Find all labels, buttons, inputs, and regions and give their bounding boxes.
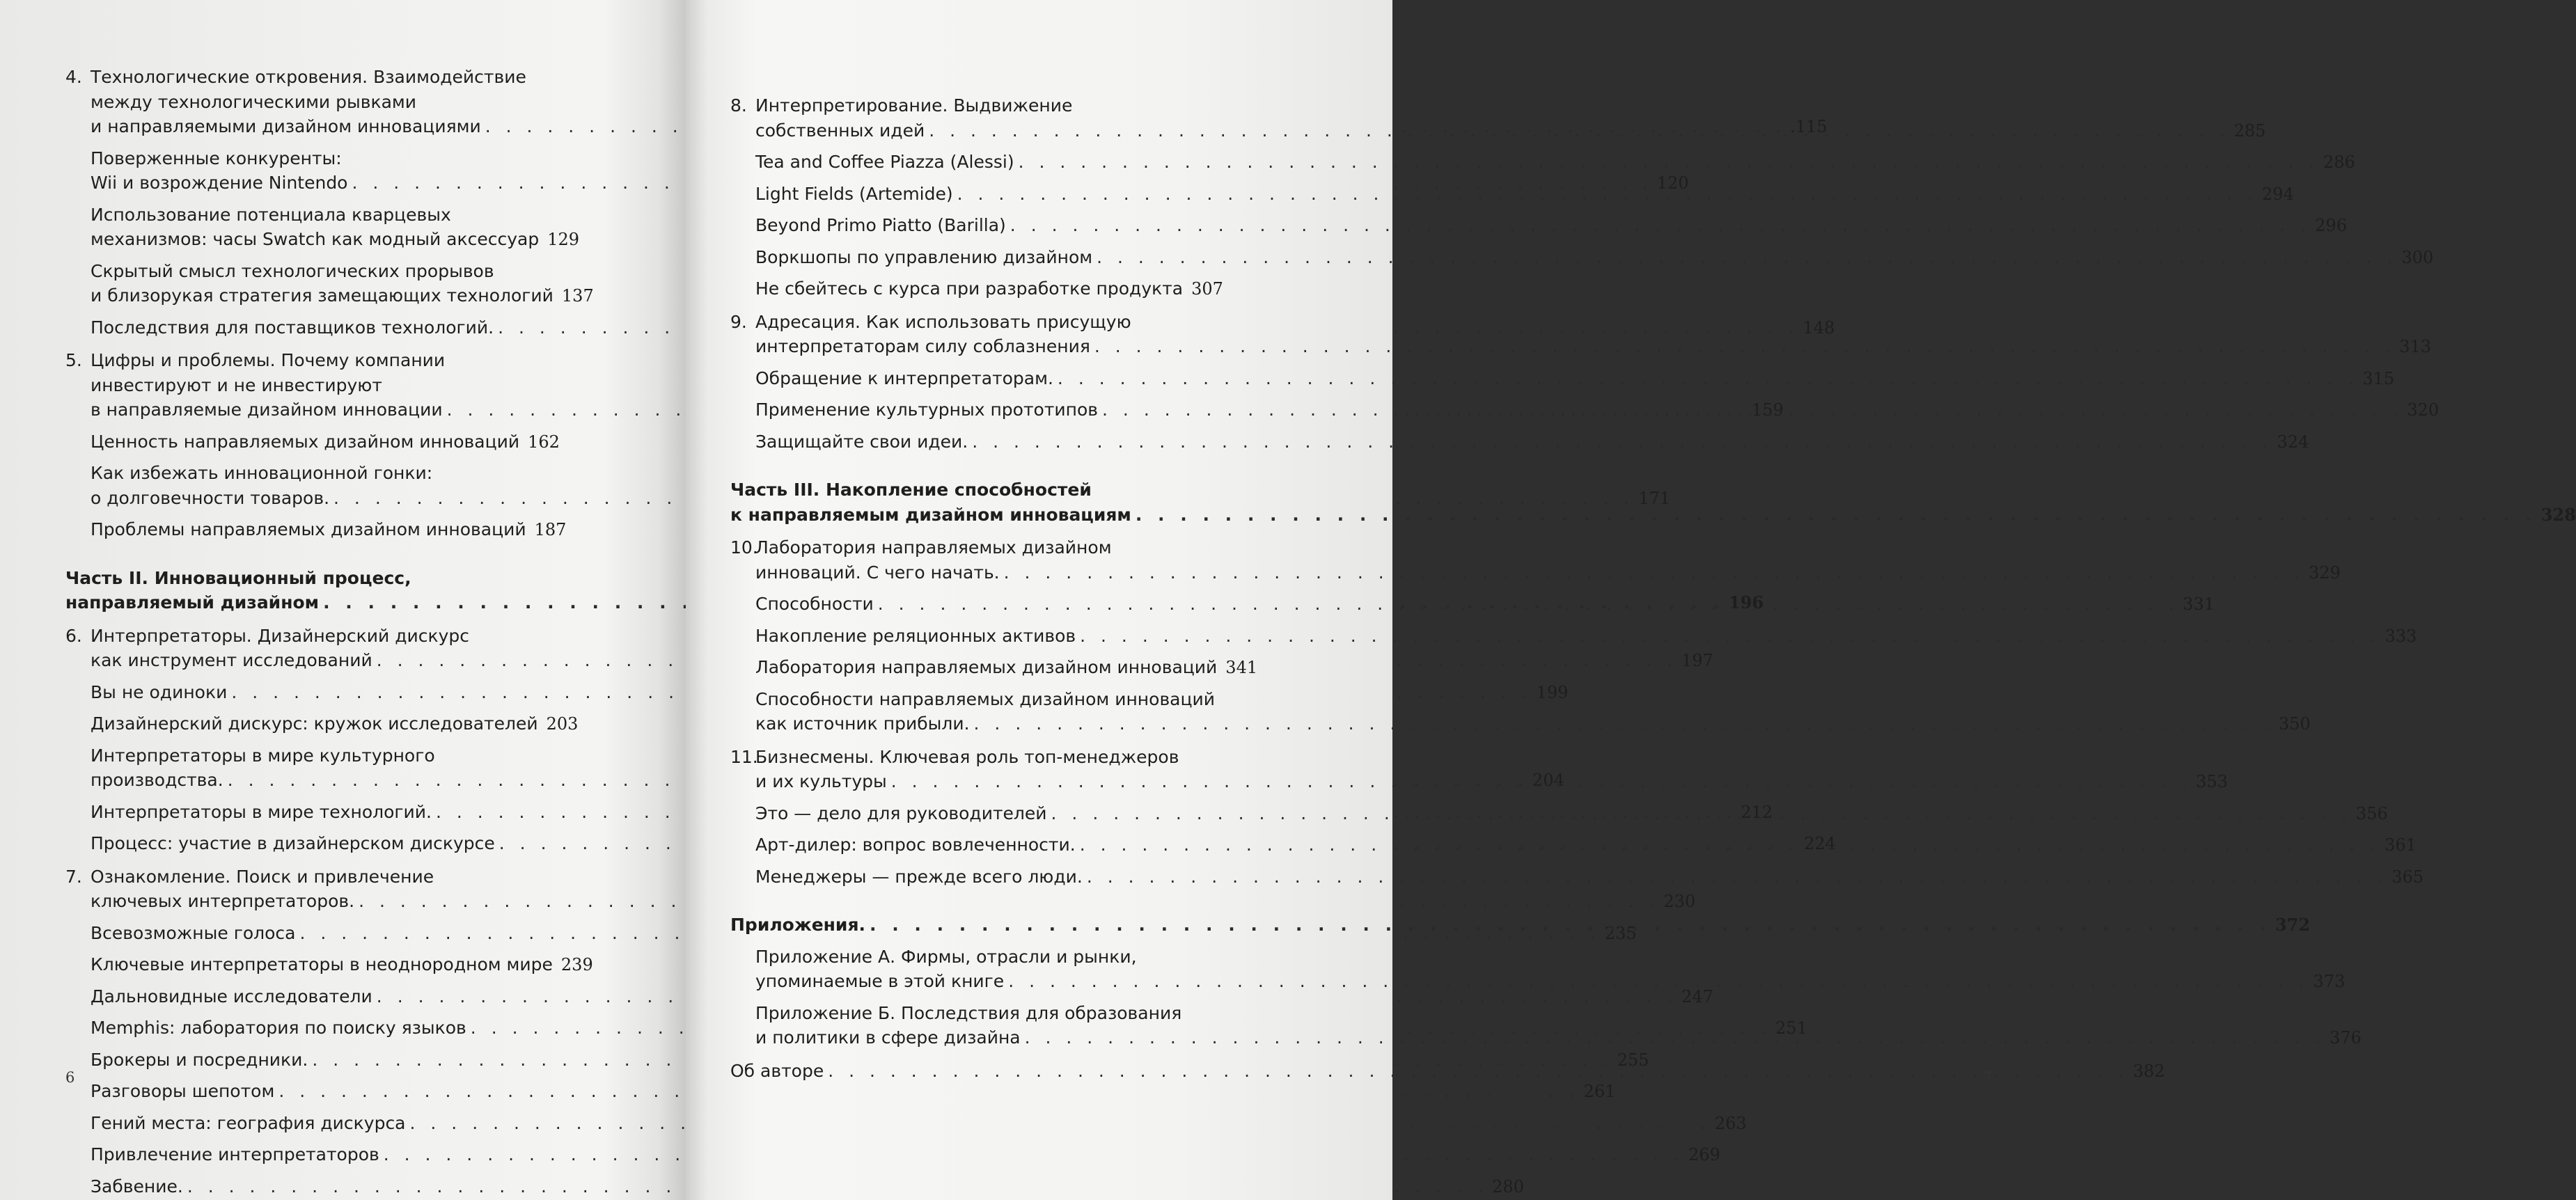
toc-section-text: Обращение к интерпретаторам. bbox=[755, 368, 1053, 388]
page-ref: 196 bbox=[1729, 592, 1764, 613]
toc-section-text: механизмов: часы Swatch как модный аксессуар bbox=[91, 229, 540, 249]
toc-section-text: Арт-дилер: вопрос вовлеченности. bbox=[755, 835, 1076, 855]
page-ref: 224 bbox=[1804, 834, 1836, 853]
toc-section-text: Как избежать инновационной гонки: bbox=[91, 463, 433, 483]
toc-section-line bbox=[730, 865, 2424, 890]
chapter-title-text: между технологическими рывками bbox=[91, 91, 416, 112]
page-ref: 286 bbox=[2323, 152, 2355, 172]
toc-section-line bbox=[730, 655, 1258, 680]
toc-section-text: Дальновидные исследователи bbox=[91, 986, 372, 1006]
chapter-title-text: Ознакомление. Поиск и привлечение bbox=[91, 866, 434, 887]
toc-section-text: Разговоры шепотом bbox=[91, 1081, 275, 1101]
page-ref: 162 bbox=[528, 432, 560, 452]
page-ref: 365 bbox=[2392, 867, 2424, 887]
page-ref: 187 bbox=[534, 520, 567, 539]
toc-section-text: Способности направляемых дизайном инноваций bbox=[755, 688, 1216, 709]
toc-section-text: и близорукая стратегия замещающих технологий bbox=[91, 285, 553, 306]
toc-section-line bbox=[65, 1111, 1747, 1136]
chapter-title-text: Лаборатория направляемых дизайном bbox=[755, 537, 1112, 558]
toc-section-text: Интерпретаторы в мире технологий. bbox=[91, 801, 432, 822]
chapter-title-line bbox=[730, 93, 1214, 118]
toc-section-text: Beyond Primo Piatto (Barilla) bbox=[755, 215, 1006, 235]
chapter-number: 6. bbox=[65, 625, 82, 646]
dot-leader bbox=[1058, 366, 2358, 391]
toc-section-text: Light Fields (Artemide) bbox=[755, 183, 953, 204]
page-ref: 300 bbox=[2401, 247, 2434, 267]
toc-section-text: Защищайте свои идеи. bbox=[755, 431, 968, 452]
dot-leader bbox=[1008, 969, 2309, 994]
page-ref: 263 bbox=[1714, 1113, 1747, 1133]
chapter-title-text: ключевых интерпретаторов. bbox=[91, 891, 355, 911]
chapter-title-text: инноваций. С чего начать. bbox=[755, 562, 1000, 583]
toc-section-line bbox=[730, 150, 2355, 175]
dot-leader bbox=[1094, 334, 2395, 359]
chapter-title-text: Интерпретаторы. Дизайнерский дискурс bbox=[91, 625, 470, 646]
toc-section-text: Привлечение интерпретаторов bbox=[91, 1144, 379, 1165]
about-author-text: Об авторе bbox=[730, 1060, 824, 1081]
toc-section-line bbox=[65, 952, 593, 977]
toc-section-text: Менеджеры — прежде всего люди. bbox=[755, 866, 1083, 887]
page-ref: 356 bbox=[2355, 803, 2388, 823]
dot-leader bbox=[828, 1059, 2128, 1084]
toc-section-line bbox=[65, 1174, 1524, 1199]
page-ref: 204 bbox=[1532, 771, 1564, 790]
dot-leader bbox=[1102, 397, 2403, 423]
page-ref: 269 bbox=[1688, 1145, 1720, 1165]
toc-section-text: Процесс: участие в дизайнерском дискурсе bbox=[91, 833, 495, 853]
part-heading-text: Часть II. Инновационный процесс, bbox=[65, 567, 411, 588]
toc-section-text: Всевозможные голоса bbox=[91, 922, 296, 943]
toc-section-line bbox=[730, 366, 2395, 391]
chapter-title-text: и их культуры bbox=[755, 771, 887, 791]
toc-section-text: Забвение. bbox=[91, 1176, 183, 1197]
toc-section-text: Гений места: география дискурса bbox=[91, 1112, 406, 1133]
toc-section-text: Memphis: лаборатория по поиску языков bbox=[91, 1018, 466, 1038]
toc-section-line bbox=[65, 146, 546, 171]
chapter-number: 7. bbox=[65, 866, 82, 887]
toc-section-line bbox=[730, 711, 2311, 736]
page-ref: 313 bbox=[2399, 337, 2432, 356]
chapter-title-line bbox=[65, 348, 546, 373]
toc-section-line bbox=[65, 743, 546, 768]
dot-leader bbox=[1087, 865, 2387, 890]
page-ref: 320 bbox=[2407, 400, 2440, 420]
toc-section-text: Не сбейтесь с курса при разработке продукта bbox=[755, 278, 1184, 299]
toc-section-text: Ключевые интерпретаторы в неоднородном мире bbox=[91, 954, 553, 974]
page-ref: 376 bbox=[2329, 1028, 2362, 1048]
toc-section-text: Дизайнерский дискурс: кружок исследователей bbox=[91, 713, 538, 734]
chapter-title-line bbox=[730, 310, 1214, 335]
page-ref: 341 bbox=[1225, 658, 1258, 677]
toc-section-line bbox=[65, 517, 567, 542]
page-ref: 382 bbox=[2133, 1061, 2165, 1081]
chapter-title-text: в направляемые дизайном инновации bbox=[91, 400, 443, 420]
page-ref: 328 bbox=[2540, 504, 2576, 525]
toc-section-line bbox=[65, 227, 580, 252]
part-heading-line bbox=[730, 503, 2576, 528]
chapter-title-text: Цифры и проблемы. Почему компании bbox=[91, 350, 446, 370]
page-ref: 373 bbox=[2313, 972, 2346, 991]
toc-section-text: Скрытый смысл технологических прорывов bbox=[91, 260, 494, 281]
toc-section-line bbox=[730, 687, 1214, 712]
page-ref: 212 bbox=[1741, 802, 1773, 822]
page-ref: 331 bbox=[2183, 594, 2215, 614]
toc-section-line bbox=[730, 276, 1223, 301]
dot-leader bbox=[1010, 213, 2311, 238]
page-ref: 239 bbox=[560, 955, 593, 974]
page-ref: .115 bbox=[1790, 117, 1828, 136]
page-ref: 230 bbox=[1663, 892, 1696, 911]
dot-leader bbox=[1051, 801, 2352, 826]
page-number-left: 6 bbox=[65, 1069, 75, 1086]
chapter-title-line bbox=[65, 65, 546, 90]
toc-section-line bbox=[65, 429, 560, 455]
toc-section-line bbox=[65, 1142, 1720, 1167]
dot-leader bbox=[891, 769, 2192, 794]
page-ref: 353 bbox=[2196, 772, 2228, 791]
chapter-title-text: интерпретаторам силу соблазнения bbox=[755, 336, 1090, 356]
dot-leader bbox=[1019, 150, 2319, 175]
toc-section-text: Воркшопы по управлению дизайном bbox=[755, 246, 1093, 267]
dot-leader bbox=[957, 182, 2258, 207]
part-heading-line bbox=[65, 566, 546, 591]
page-ref: 350 bbox=[2278, 714, 2311, 734]
page-ref: 251 bbox=[1775, 1018, 1807, 1038]
toc-section-line bbox=[65, 461, 546, 486]
appendix-entry-text: и политики в сфере дизайна bbox=[755, 1027, 1021, 1048]
dot-leader bbox=[1080, 624, 2380, 649]
page-ref: 171 bbox=[1638, 488, 1671, 508]
chapter-title-line bbox=[730, 334, 2432, 359]
chapter-title-text: Технологические откровения. Взаимодействие bbox=[91, 67, 526, 87]
appendix-entry-line bbox=[730, 969, 2346, 994]
toc-section-text: производства. bbox=[91, 770, 223, 790]
page-ref: 333 bbox=[2385, 626, 2417, 646]
toc-section-line bbox=[65, 259, 546, 284]
page-ref: 235 bbox=[1604, 923, 1637, 943]
page-ref: 148 bbox=[1803, 317, 1835, 338]
toc-section-text: Брокеры и посредники. bbox=[91, 1049, 308, 1070]
toc-section-text: Проблемы направляемых дизайном инноваций bbox=[91, 519, 526, 539]
chapter-title-text: и направляемыми дизайном инновациями bbox=[91, 116, 481, 136]
page-ref: 285 bbox=[2233, 120, 2266, 141]
toc-section-text: Последствия для поставщиков технологий. bbox=[91, 317, 494, 338]
chapter-title-text: Адресация. Как использовать присущую bbox=[755, 311, 1131, 332]
toc-section-text: Ценность направляемых дизайном инноваций bbox=[91, 431, 520, 452]
chapter-number: 8. bbox=[730, 95, 747, 116]
page-ref: 159 bbox=[1751, 400, 1784, 420]
appendix-entry-line bbox=[730, 1001, 1214, 1026]
dot-leader bbox=[1097, 245, 2397, 270]
toc-section-line bbox=[65, 203, 546, 228]
chapter-number: 9. bbox=[730, 311, 747, 332]
part-heading-text: направляемый дизайном bbox=[65, 592, 320, 613]
page-ref: 296 bbox=[2315, 216, 2347, 235]
chapter-title-text: собственных идей bbox=[755, 120, 925, 141]
appendix-entry-text: Приложение Б. Последствия для образования bbox=[755, 1002, 1182, 1023]
toc-section-text: Вы не одиноки bbox=[91, 681, 228, 702]
dot-leader bbox=[1004, 560, 2304, 585]
toc-section-text: Применение культурных прототипов bbox=[755, 400, 1099, 420]
toc-section-text: Лаборатория направляемых дизайном инноваций bbox=[755, 657, 1218, 677]
page-ref: 324 bbox=[2277, 432, 2309, 452]
page-ref: 197 bbox=[1681, 651, 1713, 670]
dot-leader bbox=[1136, 503, 2537, 528]
toc-section-text: Использование потенциала кварцевых bbox=[91, 204, 451, 225]
page-ref: 129 bbox=[547, 230, 580, 249]
appendix-entry-line bbox=[730, 945, 1214, 970]
chapter-title-line bbox=[65, 889, 1696, 914]
toc-section-text: как источник прибыли. bbox=[755, 713, 970, 734]
page-ref: 315 bbox=[2362, 368, 2395, 388]
toc-section-line bbox=[65, 984, 1713, 1009]
chapter-title-line bbox=[65, 90, 546, 115]
chapter-title-line bbox=[65, 624, 546, 649]
toc-section-text: Способности bbox=[755, 594, 874, 614]
toc-section-text: Tea and Coffee Piazza (Alessi) bbox=[755, 152, 1014, 172]
page-ref: 137 bbox=[561, 286, 594, 306]
dot-leader bbox=[974, 711, 2275, 736]
page-number-right: 7 bbox=[1983, 1069, 1993, 1086]
toc-section-text: Интерпретаторы в мире культурного bbox=[91, 745, 435, 766]
dot-leader bbox=[870, 913, 2271, 938]
chapter-number: 5. bbox=[65, 350, 82, 370]
dot-leader bbox=[1025, 1025, 2325, 1050]
page-ref: 199 bbox=[1536, 682, 1569, 702]
toc-section-text: о долговечности товаров. bbox=[91, 487, 330, 508]
page-ref: 120 bbox=[1656, 173, 1689, 193]
chapter-title-line bbox=[730, 535, 1214, 560]
toc-section-text: Накопление реляционных активов bbox=[755, 625, 1076, 646]
page-ref: 307 bbox=[1191, 279, 1223, 299]
toc-section-line bbox=[730, 429, 2309, 455]
page-ref: 247 bbox=[1681, 986, 1713, 1006]
chapter-title-line bbox=[65, 865, 546, 890]
page-ref: 255 bbox=[1617, 1050, 1649, 1070]
chapter-title-text: Интерпретирование. Выдвижение bbox=[755, 95, 1073, 116]
chapter-title-line bbox=[65, 373, 546, 398]
toc-section-line bbox=[730, 624, 2417, 649]
dot-leader bbox=[1080, 832, 2380, 858]
page-ref: 372 bbox=[2275, 915, 2311, 935]
page-ref: 294 bbox=[2262, 184, 2294, 204]
chapter-title-line bbox=[730, 560, 2341, 585]
appendix-entry-text: Приложение А. Фирмы, отрасли и рынки, bbox=[755, 946, 1137, 967]
chapter-title-text: Бизнесмены. Ключевая роль топ-менеджеров bbox=[755, 746, 1179, 767]
appendix-entry-text: упоминаемые в этой книге bbox=[755, 971, 1005, 991]
toc-section-line bbox=[730, 245, 2434, 270]
part-heading-text: Часть III. Накопление способностей bbox=[730, 480, 1092, 500]
toc-section-line bbox=[65, 711, 579, 736]
dot-leader bbox=[972, 429, 2272, 455]
page-ref: 329 bbox=[2308, 562, 2341, 583]
toc-section-text: Поверженные конкуренты: bbox=[91, 148, 342, 168]
appendices-heading-text: Приложения. bbox=[730, 915, 865, 935]
dot-leader bbox=[929, 118, 2229, 143]
toc-section-text: Wii и возрождение Nintendo bbox=[91, 173, 348, 193]
toc-section-line bbox=[730, 213, 2347, 238]
toc-section-line bbox=[65, 283, 594, 308]
toc-section-text: Это — дело для руководителей bbox=[755, 803, 1047, 823]
chapter-title-text: как инструмент исследований bbox=[91, 650, 372, 670]
chapter-number: 11. bbox=[730, 746, 758, 767]
part-heading-line bbox=[730, 477, 1214, 503]
chapter-number: 4. bbox=[65, 67, 82, 87]
page-ref: 361 bbox=[2385, 835, 2417, 855]
dot-leader bbox=[878, 592, 2178, 617]
chapter-number: 10. bbox=[730, 537, 758, 558]
chapter-title-text: инвестируют и не инвестируют bbox=[91, 374, 382, 395]
chapter-title-line bbox=[730, 745, 1214, 770]
page-ref: 261 bbox=[1583, 1082, 1616, 1101]
part-heading-text: к направляемым дизайном инновациям bbox=[730, 504, 1131, 525]
toc-section-line bbox=[65, 1079, 1616, 1104]
page-ref: 280 bbox=[1492, 1176, 1524, 1197]
page-ref: 203 bbox=[546, 714, 579, 734]
